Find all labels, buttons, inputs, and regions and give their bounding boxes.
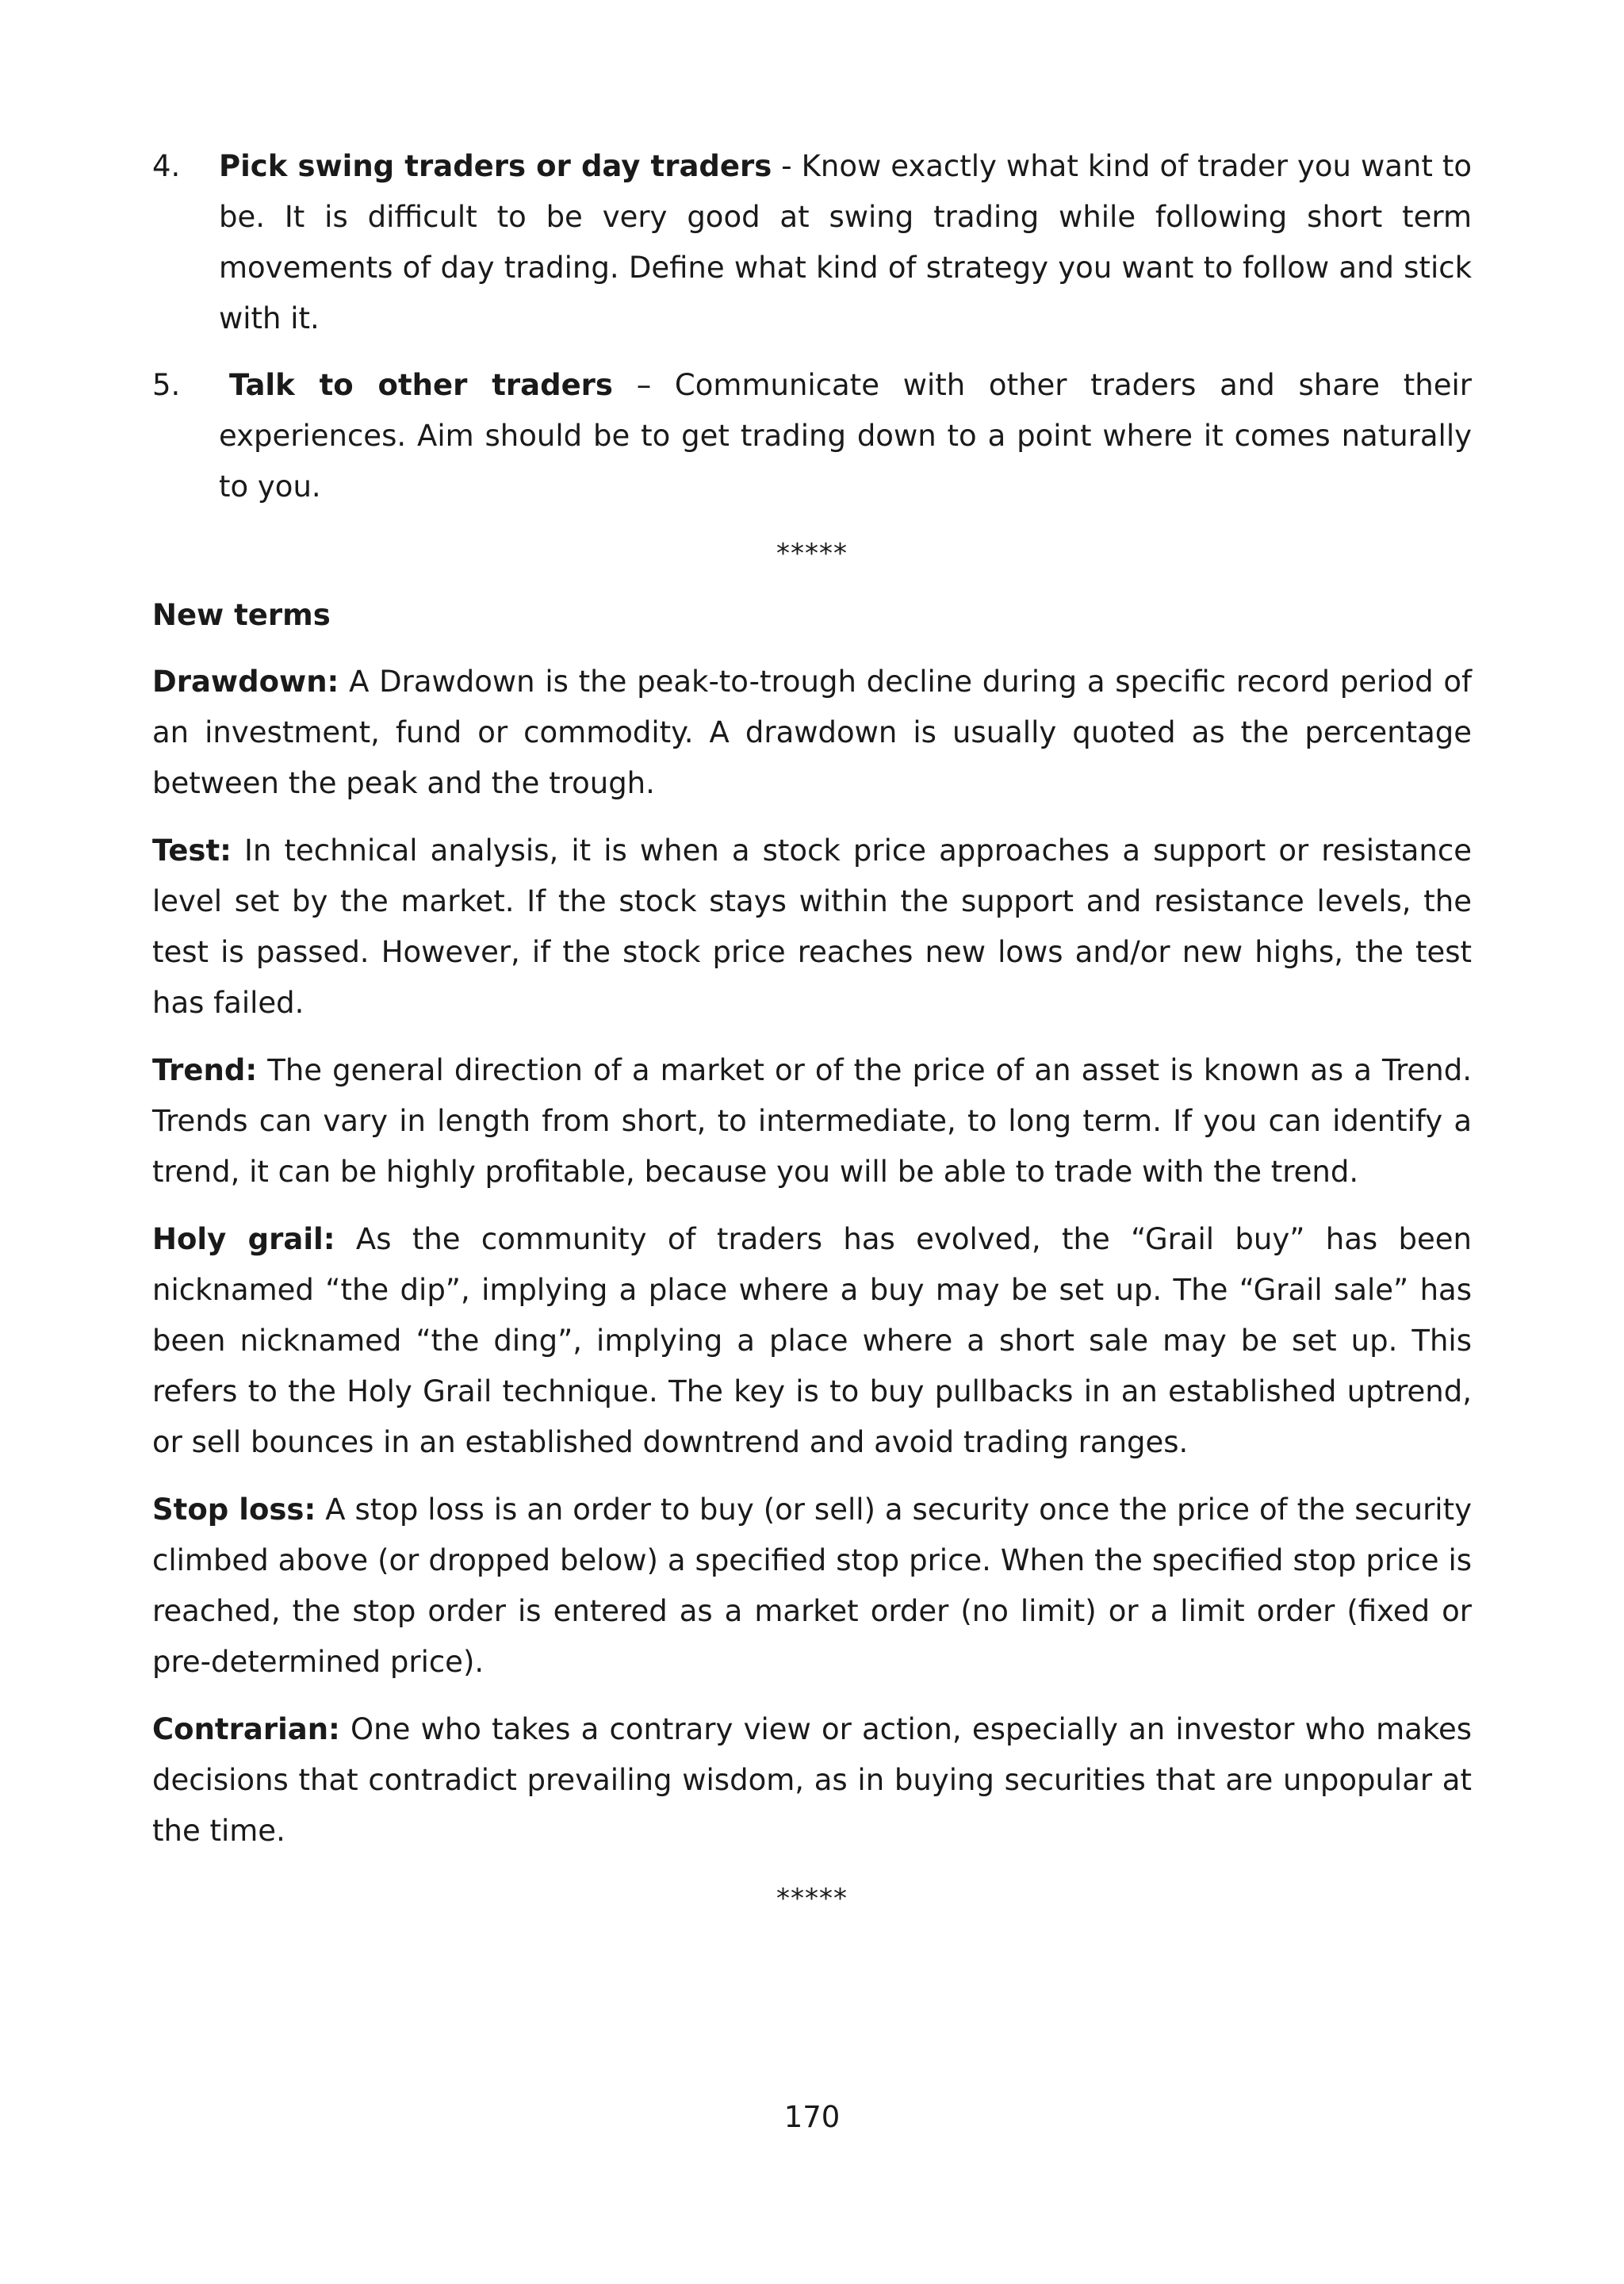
term-label: Stop loss: xyxy=(152,1493,316,1527)
term-label: Drawdown: xyxy=(152,665,339,699)
list-item xyxy=(152,141,1472,344)
term-label: Holy grail: xyxy=(152,1222,335,1256)
term-definition xyxy=(152,1485,1472,1688)
term-definition xyxy=(152,657,1472,809)
term-text: In technical analysis, it is when a stock price approaches a support or resistance level set by the market. If the stock stays within the support and resistance levels, the test is passed. However, if the stock price reaches new lows and/or new highs, the test has failed. xyxy=(152,834,1472,1020)
term-label: Contrarian: xyxy=(152,1712,340,1746)
list-item-text: – Communicate with other traders and share their experiences. Aim should be to get trading down to a point where it comes naturally to you. xyxy=(219,368,1472,504)
term-text: As the community of traders has evolved, the “Grail buy” has been nicknamed “the dip”, implying a place where a buy may be set up. The “Grail sale” has been nicknamed “the ding”, implying a place where a short sale may be set up. This refers to the Holy Grail technique. The key is to buy pullbacks in an established uptrend, or sell bounces in an established downtrend and avoid trading ranges. xyxy=(152,1222,1472,1459)
term-definition xyxy=(152,826,1472,1029)
list-item-text: - Know exactly what kind of trader you want to be. It is difficult to be very good at swing trading while following short term movements of day trading. Define what kind of strategy you want to follow and stick with it. xyxy=(219,149,1473,335)
term-label: Test: xyxy=(152,834,232,868)
list-item-body xyxy=(219,141,1472,344)
page-content xyxy=(152,141,1472,1935)
term-text: A stop loss is an order to buy (or sell) a security once the price of the security climbed above (or dropped below) a specified stop price. When the specified stop price is reached, the stop order is entered as a market order (no limit) or a limit order (fixed or pre-determined price). xyxy=(152,1493,1472,1679)
list-item-number: 4. xyxy=(152,149,181,183)
section-separator: ***** xyxy=(776,1883,848,1914)
section-heading: New terms xyxy=(152,598,331,632)
list-item-number: 5. xyxy=(152,368,181,402)
term-definition xyxy=(152,1214,1472,1468)
term-text: A Drawdown is the peak-to-trough decline during a specific record period of an investment, fund or commodity. A drawdown is usually quoted as the percentage between the peak and the trough. xyxy=(152,665,1472,800)
list-item xyxy=(152,360,1472,512)
term-definition xyxy=(152,1045,1472,1198)
section-separator: ***** xyxy=(776,538,848,569)
term-label: Trend: xyxy=(152,1053,258,1087)
list-item-body xyxy=(219,360,1472,512)
list-item-title: Pick swing traders or day traders xyxy=(219,149,772,183)
page-number: 170 xyxy=(783,2100,841,2134)
term-definition xyxy=(152,1704,1472,1857)
list-item-title: Talk to other traders xyxy=(229,368,613,402)
term-text: The general direction of a market or of the price of an asset is known as a Trend. Trends can vary in length from short, to intermediate, to long term. If you can identify a trend, it can be highly profitable, because you will be able to trade with the trend. xyxy=(152,1053,1472,1189)
term-text: One who takes a contrary view or action, especially an investor who makes decisions that contradict prevailing wisdom, as in buying securities that are unpopular at the time. xyxy=(152,1712,1472,1848)
